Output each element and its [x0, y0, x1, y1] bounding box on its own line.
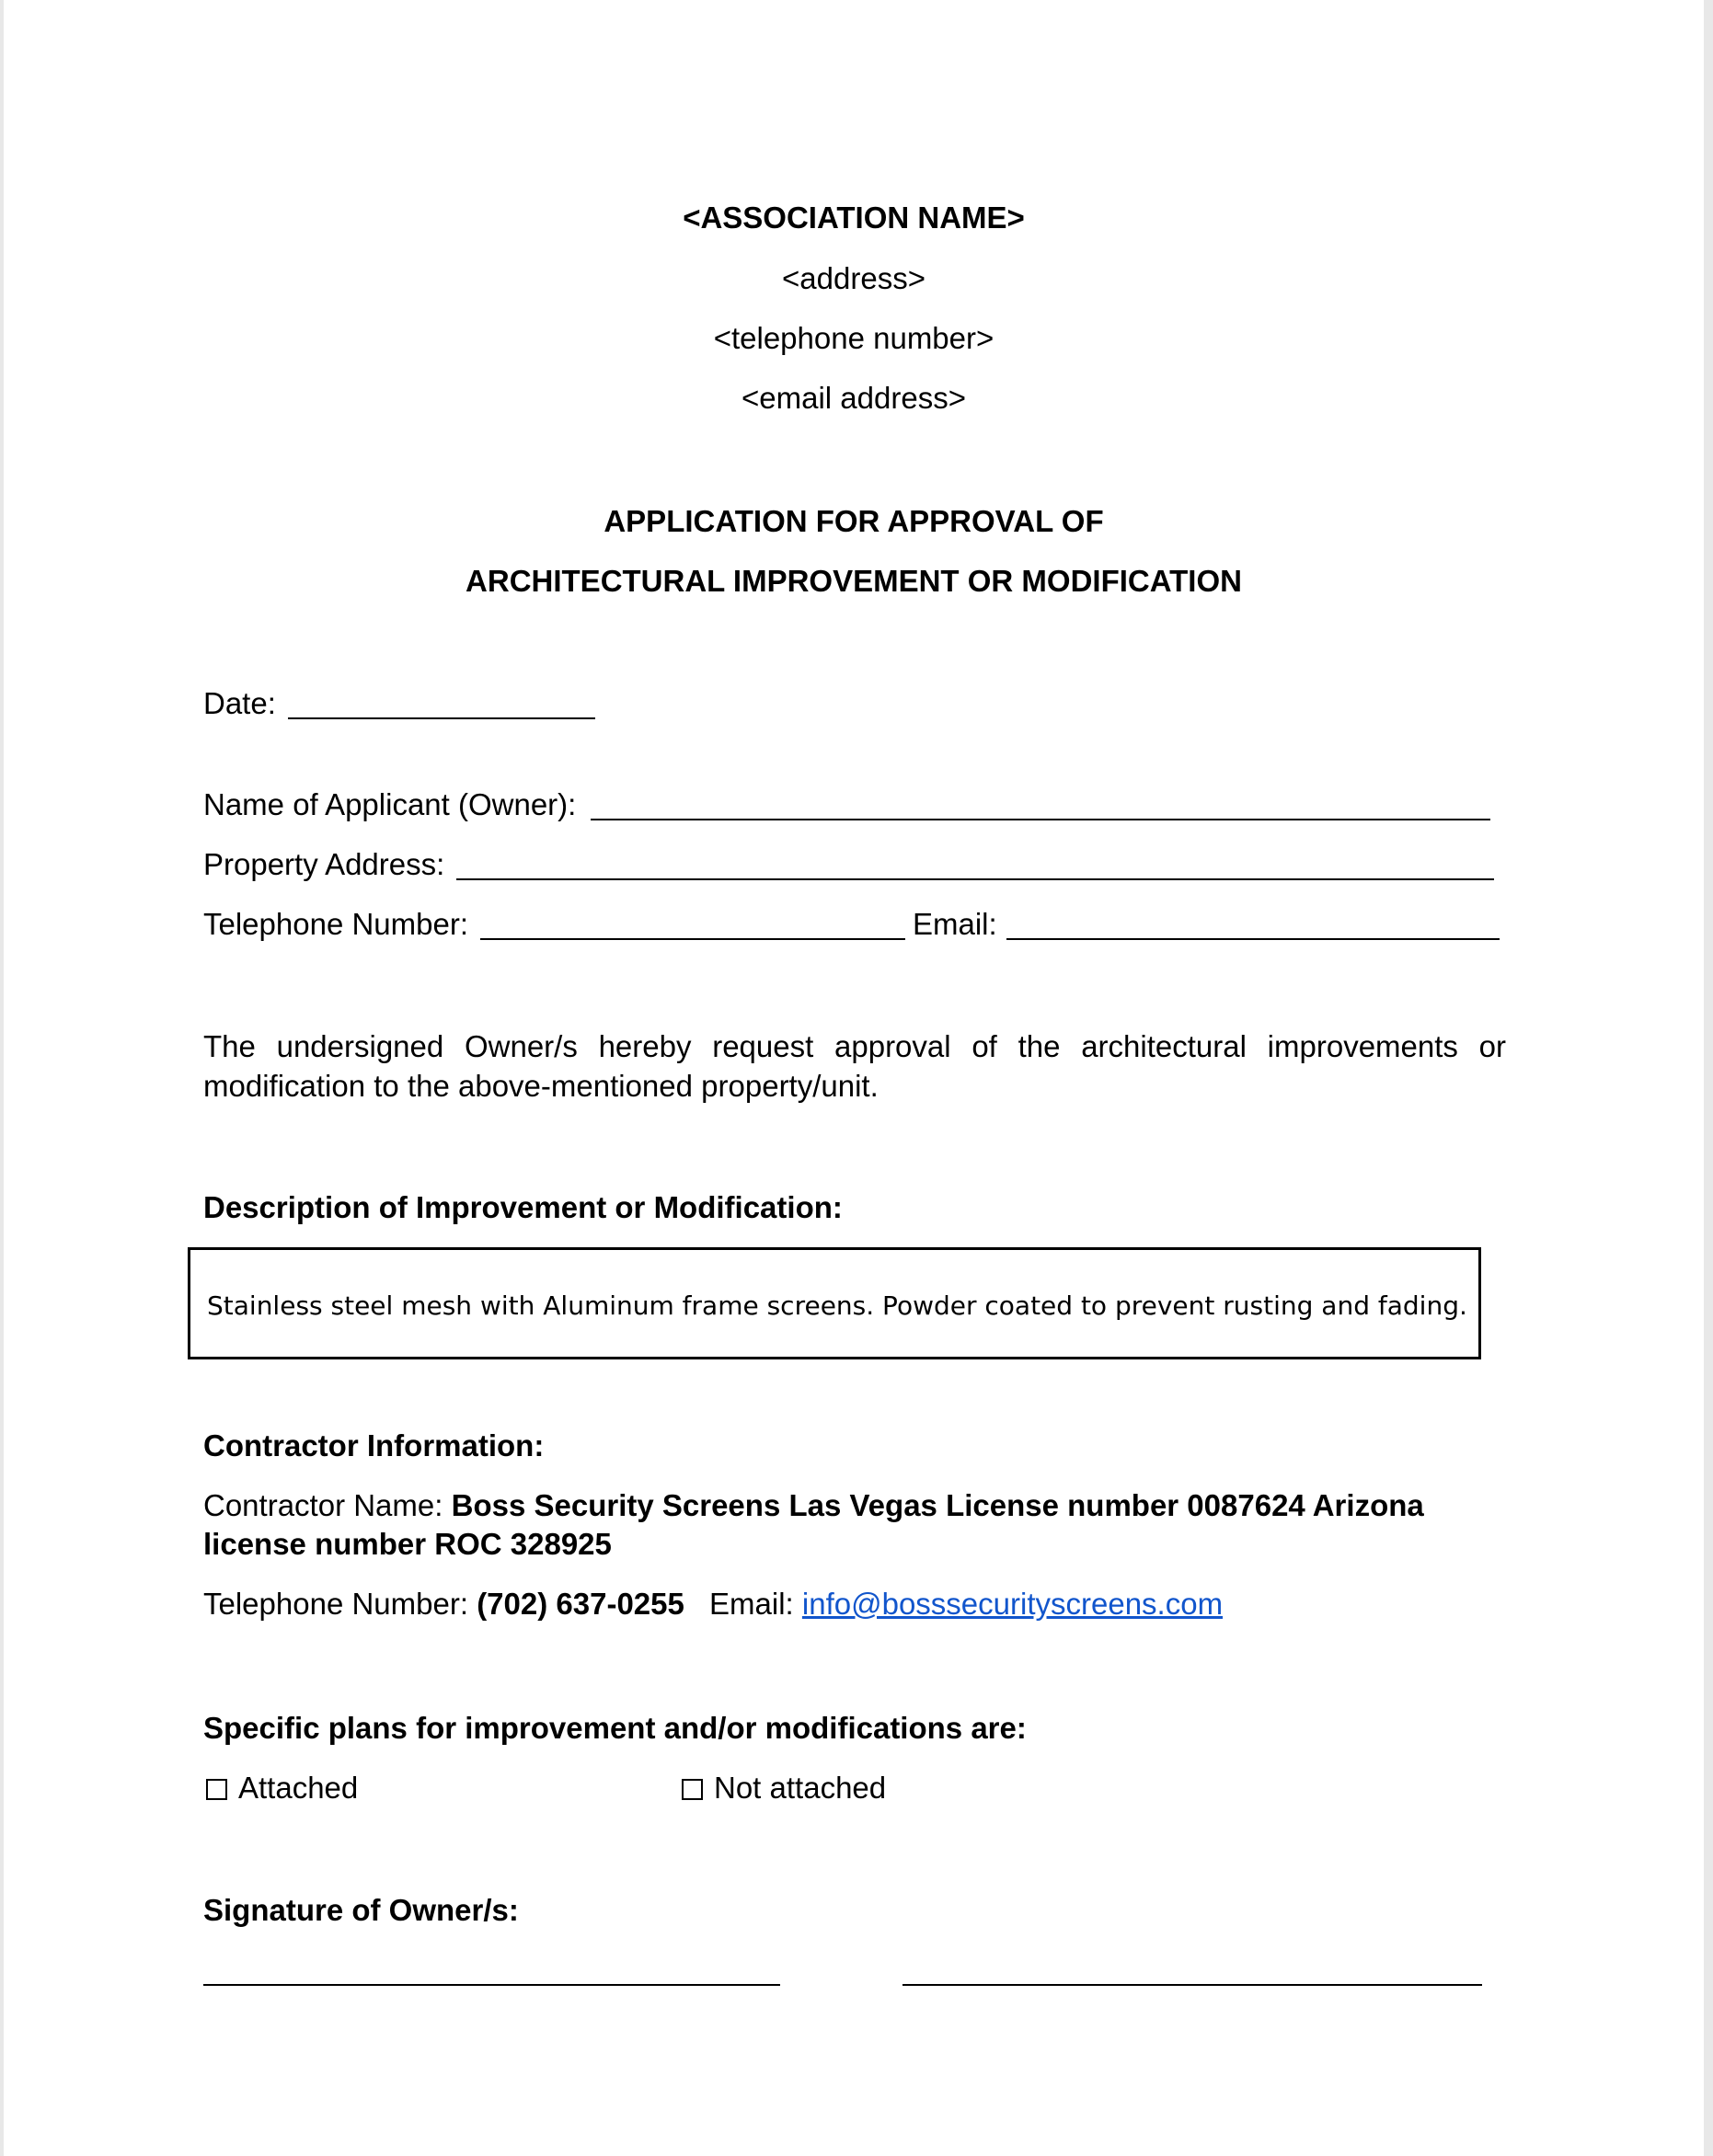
contractor-contact-line	[203, 1587, 1223, 1622]
association-name: <ASSOCIATION NAME>	[683, 201, 1025, 235]
document-page	[4, 0, 1704, 2156]
contractor-name-line1	[203, 1488, 1424, 1523]
description-box[interactable]	[188, 1247, 1481, 1359]
contractor-telephone-value: (702) 637-0255	[477, 1587, 684, 1621]
contractor-name-label: Contractor Name:	[203, 1488, 443, 1522]
date-field[interactable]	[288, 717, 595, 719]
telephone-field[interactable]	[480, 938, 905, 940]
attached-label: Attached	[238, 1771, 359, 1805]
description-heading: Description of Improvement or Modification:	[203, 1190, 843, 1224]
association-telephone: <telephone number>	[713, 321, 994, 355]
option-attached[interactable]	[206, 1771, 358, 1806]
plans-heading: Specific plans for improvement and/or modifications are:	[203, 1711, 1027, 1745]
property-address-label: Property Address:	[203, 847, 445, 881]
contractor-heading: Contractor Information:	[203, 1428, 545, 1462]
option-not-attached[interactable]	[682, 1771, 886, 1806]
date-label: Date:	[203, 686, 276, 720]
email-field[interactable]	[1006, 938, 1500, 940]
association-email: <email address>	[742, 381, 966, 415]
form-title-line2: ARCHITECTURAL IMPROVEMENT OR MODIFICATION	[466, 564, 1242, 598]
contractor-telephone-label: Telephone Number:	[203, 1587, 469, 1621]
form-title-line1: APPLICATION FOR APPROVAL OF	[604, 504, 1104, 538]
not-attached-label: Not attached	[714, 1771, 887, 1805]
applicant-name-label: Name of Applicant (Owner):	[203, 787, 577, 821]
telephone-label: Telephone Number:	[203, 907, 469, 941]
signature-line-1[interactable]	[203, 1984, 780, 1986]
contractor-email-link[interactable]: info@bosssecurityscreens.com	[801, 1587, 1224, 1621]
email-label: Email:	[913, 907, 997, 941]
contractor-name-line2: license number ROC 328925	[203, 1527, 612, 1561]
property-address-field[interactable]	[456, 878, 1494, 880]
signature-line-2[interactable]	[902, 1984, 1482, 1986]
not-attached-checkbox[interactable]	[682, 1779, 703, 1800]
attached-checkbox[interactable]	[206, 1779, 227, 1800]
request-paragraph: The undersigned Owner/s hereby request approval of the architectural improvements or modification to the above-mentioned property/unit.	[203, 1029, 1506, 1103]
description-text: Stainless steel mesh with Aluminum frame screens. Powder coated to prevent rusting and fading.	[207, 1290, 1467, 1321]
contractor-name-value: Boss Security Screens Las Vegas License number 0087624 Arizona	[451, 1488, 1424, 1522]
applicant-name-field[interactable]	[591, 819, 1490, 820]
contractor-email-label: Email:	[709, 1587, 794, 1621]
association-address: <address>	[782, 261, 925, 295]
signature-heading: Signature of Owner/s:	[203, 1893, 519, 1927]
